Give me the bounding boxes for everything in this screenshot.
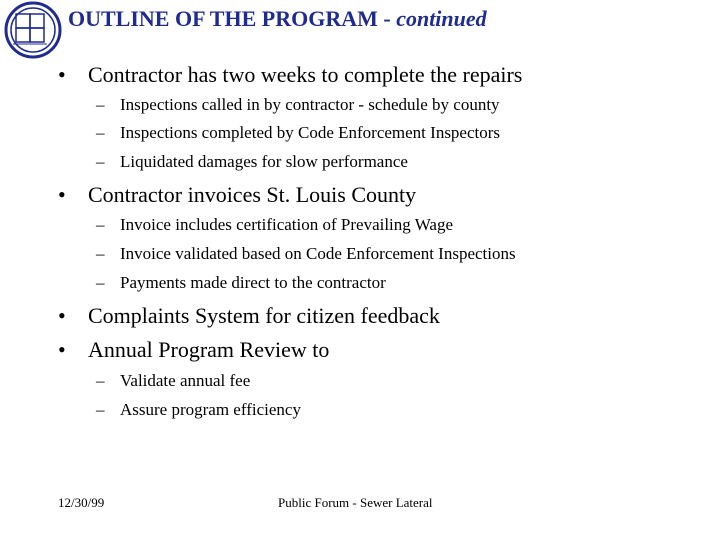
- county-seal-logo: [3, 0, 63, 60]
- sub-bullet-item: [96, 273, 386, 293]
- sub-bullet-text: Validate annual fee: [120, 371, 251, 390]
- bullet-item: [58, 62, 522, 88]
- slide-title-main: OUTLINE OF THE PROGRAM -: [68, 6, 397, 31]
- slide-title: [68, 6, 487, 32]
- footer-date: 12/30/99: [58, 495, 105, 510]
- sub-bullet-text: Liquidated damages for slow performance: [120, 152, 408, 171]
- dash-glyph: –: [96, 244, 105, 263]
- sub-bullet-item: [96, 244, 516, 264]
- sub-bullet-item: [96, 371, 250, 391]
- bullet-glyph: •: [58, 303, 66, 328]
- sub-bullet-item: [96, 123, 500, 143]
- sub-bullet-item: [96, 152, 408, 172]
- sub-bullet-text: Inspections completed by Code Enforcement Inspectors: [120, 123, 501, 142]
- sub-bullet-item: [96, 95, 500, 115]
- bullet-glyph: •: [58, 62, 66, 87]
- dash-glyph: –: [96, 152, 105, 171]
- dash-glyph: –: [96, 400, 105, 419]
- bullet-text: Annual Program Review to: [88, 337, 330, 362]
- slide-title-suffix: continued: [396, 6, 487, 31]
- bullet-text: Complaints System for citizen feedback: [88, 303, 440, 328]
- sub-bullet-item: [96, 400, 301, 420]
- bullet-text: Contractor invoices St. Louis County: [88, 182, 417, 207]
- dash-glyph: –: [96, 215, 105, 234]
- sub-bullet-text: Payments made direct to the contractor: [120, 273, 386, 292]
- sub-bullet-item: [96, 215, 453, 235]
- sub-bullet-text: Invoice includes certification of Prevailing Wage: [120, 215, 454, 234]
- bullet-glyph: •: [58, 182, 66, 207]
- bullet-item: [58, 182, 416, 208]
- bullet-text: Contractor has two weeks to complete the repairs: [88, 62, 523, 87]
- bullet-item: [58, 337, 329, 363]
- bullet-glyph: •: [58, 337, 66, 362]
- dash-glyph: –: [96, 273, 105, 292]
- sub-bullet-text: Inspections called in by contractor - schedule by county: [120, 95, 500, 114]
- dash-glyph: –: [96, 371, 105, 390]
- sub-bullet-text: Invoice validated based on Code Enforcement Inspections: [120, 244, 516, 263]
- dash-glyph: –: [96, 123, 105, 142]
- footer-title: Public Forum - Sewer Lateral: [278, 495, 433, 510]
- sub-bullet-text: Assure program efficiency: [120, 400, 301, 419]
- dash-glyph: –: [96, 95, 105, 114]
- bullet-item: [58, 303, 440, 329]
